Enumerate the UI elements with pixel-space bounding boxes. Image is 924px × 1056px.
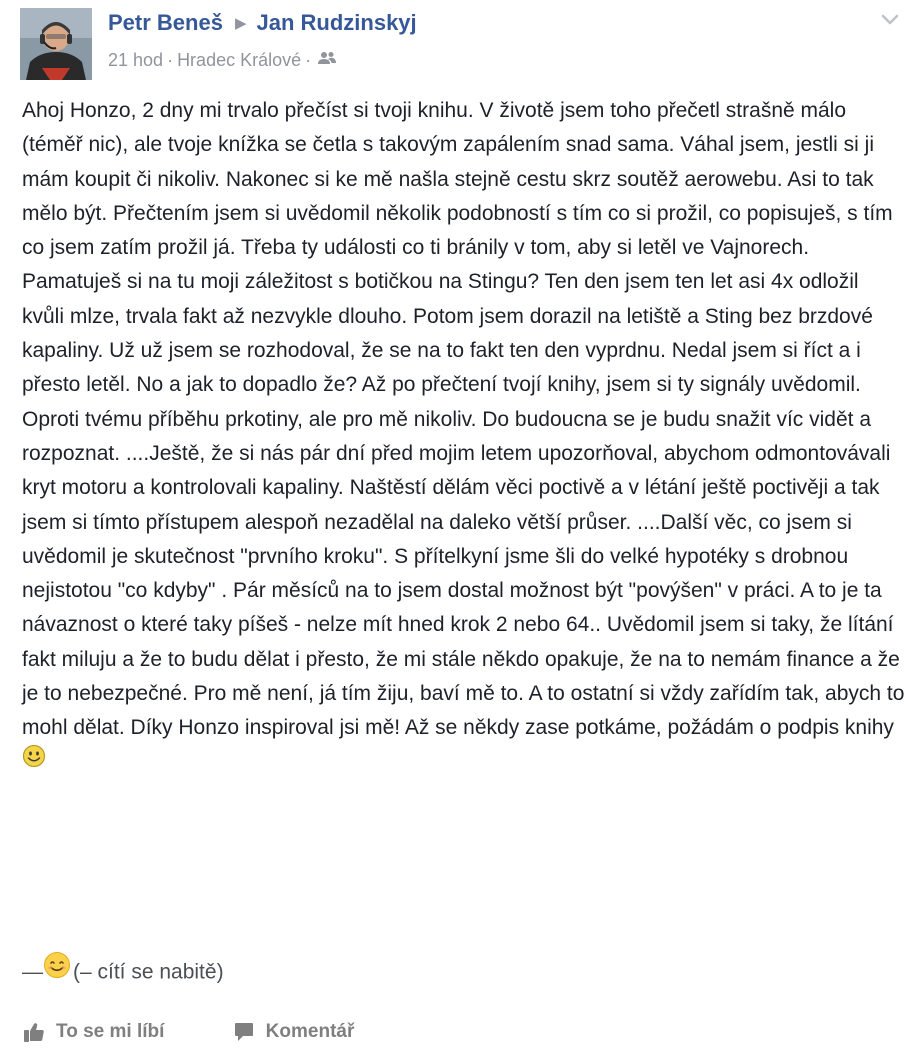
like-label: To se mi líbí [56,1021,165,1042]
target-name-link[interactable]: Jan Rudzinskyj [256,10,417,35]
post-actions [22,1020,416,1056]
post-header [20,8,904,80]
like-button[interactable] [22,1020,164,1044]
friends-icon[interactable] [317,49,337,70]
post-message: Ahoj Honzo, 2 dny mi trvalo přečíst si tvoji knihu. V životě jsem toho přečetl strašně málo (téměř nic), ale tvoje knížka se četla s takovým zapálením snad sama. Váhal jsem, jestli si ji mám koupit či nikoliv. Nakonec si ke mě našla stejně cestu skrz soutěž aerowebu. Asi to tak mělo být. Přečtením jsem si uvědomil několik podobností s tím co si prožil, co popisuješ, s tím co jsem zatím prožil já. Třeba ty události co ti bránily v tom, aby si letěl ve Vajnorech. Pamatuješ si na tu moji záležitost s botičkou na Stingu? Ten den jsem ten let asi 4x odložil kvůli mlze, trvala fakt až nezvykle dlouho. Potom jsem dorazil na letiště a Sting bez brzdové kapaliny. Už už jsem se rozhodoval, že se na to fakt ten den vyprdnu. Nedal jsem si říct a i přesto letěl. No a jak to dopadlo že? Až po přečtení tvojí knihy, jsem si ty signály uvědomil. Oproti tvému příběhu prkotiny, ale pro mě nikoliv. Do budoucna se je budu snažit víc vidět a rozpoznat. ....Ještě, že si nás pár dní před mojim letem upozorňoval, abychom odmontovávali kryt motoru a kontrolovali kapaliny. Naštěstí dělám věci poctivě a v létání ještě poctivěji a tak jsem si tímto přístupem alespoň nezadělal na daleko větší průser. ....Další věc, co jsem si uvědomil je skutečnost "prvního kroku". S přítelkyní jsme šli do velké hypotéky s drobnou nejistotou "co kdyby" . Pár měsíců na to jsem dostal možnost být "povýšen" v práci. A to je ta návaznost o které taky píšeš - nelze mít hned krok 2 nebo 64.. Uvědomil jsem si taky, že lítání fakt miluju a že to budu dělat i přesto, že mi stále někdo opakuje, že na to nemám finance a že je to nebezpečné. Pro mě není, já tím žiju, baví mě to. A to ostatní si vždy zařídím tak, abych to mohl dělat. Díky Honzo inspiroval jsi mě! Až se někdy zase potkáme, požádám o podpis knihy [22,99,905,740]
meta-separator: · [167,50,174,70]
author-name-link[interactable]: Petr Beneš [108,10,223,35]
avatar[interactable] [20,8,92,80]
post-timestamp[interactable]: 21 hod [108,50,164,70]
comment-label: Komentář [265,1021,355,1042]
post-meta [108,50,337,72]
smiley-icon [22,744,46,779]
post-text [22,94,906,781]
feeling-line [22,954,224,992]
feeling-text[interactable]: (– cítí se nabitě) [73,960,224,984]
post-author-line [108,10,417,36]
feeling-emoji-icon [43,951,71,989]
triangle-right-icon: ▶ [234,15,247,32]
post-location[interactable]: Hradec Králové [177,50,302,70]
meta-separator-2: · [305,50,312,70]
comment-icon [232,1020,256,1044]
feeling-dash: — [22,960,43,984]
chevron-down-icon[interactable] [880,12,900,26]
comment-button[interactable] [232,1020,355,1044]
thumbs-up-icon [22,1020,46,1044]
avatar-photo-icon [20,8,92,80]
